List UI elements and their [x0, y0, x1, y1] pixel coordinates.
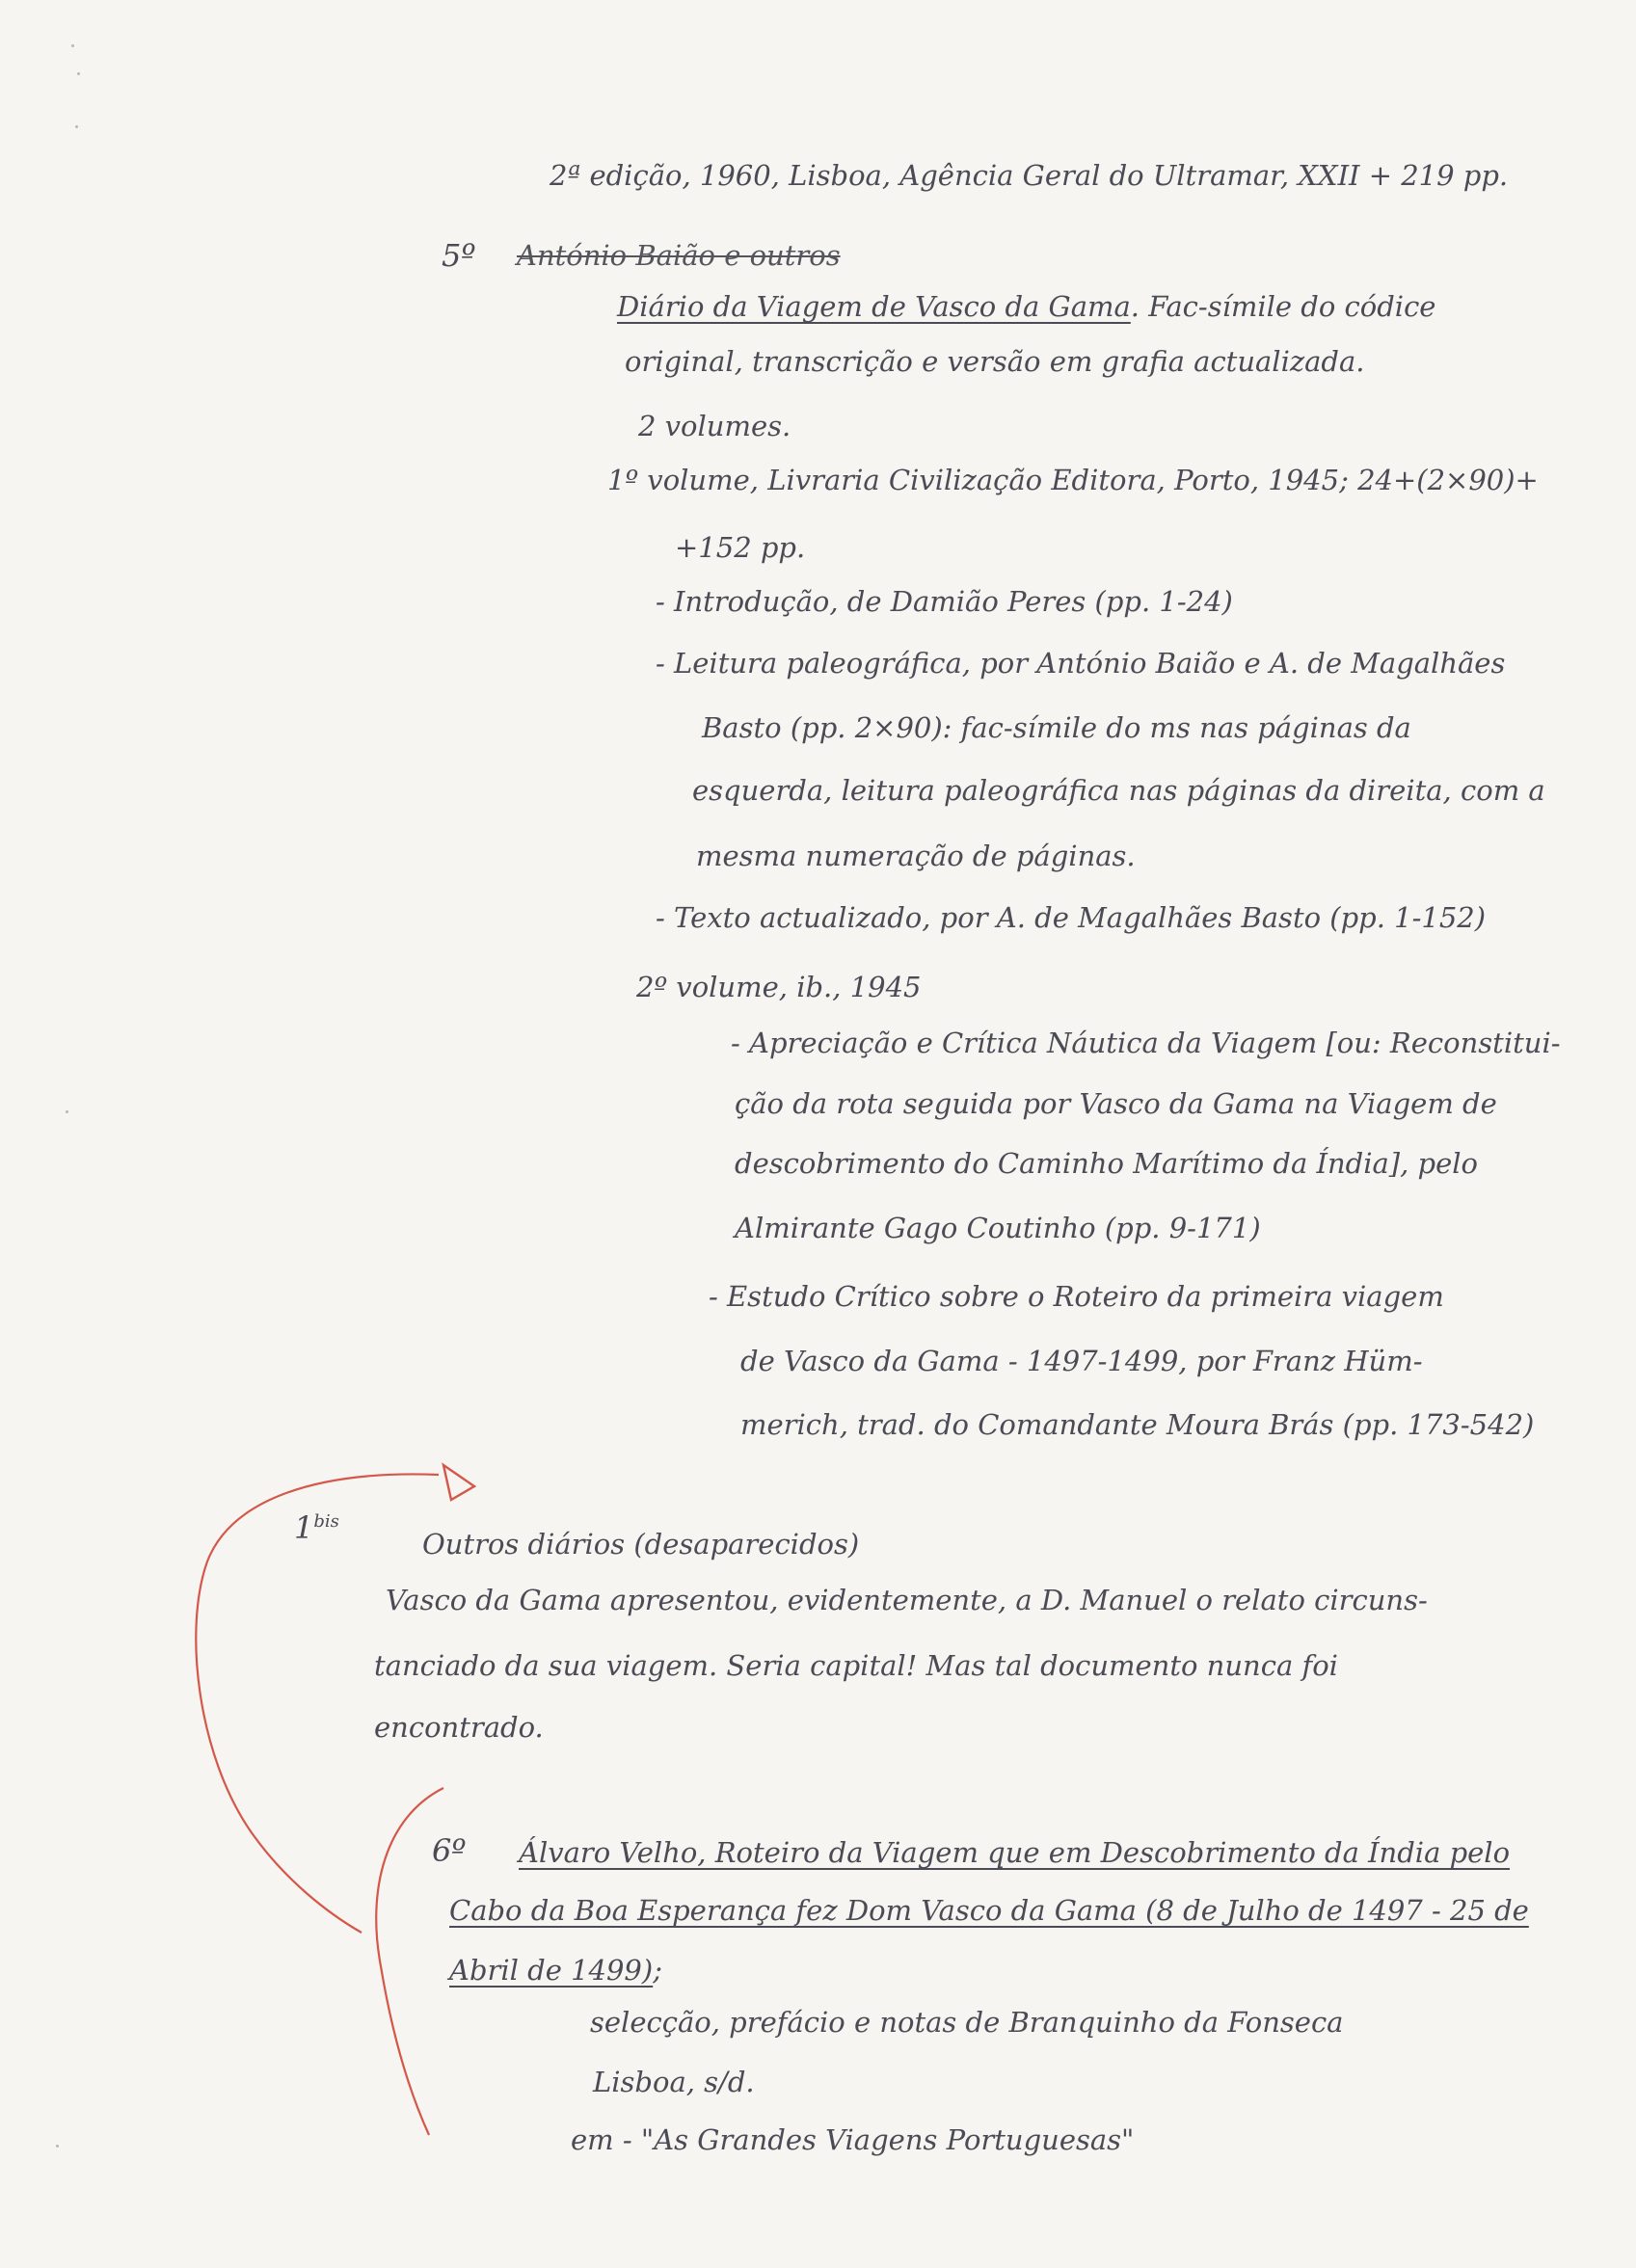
text-line: descobrimento do Caminho Marítimo da Índia], pelo — [735, 1147, 1478, 1180]
text-line: merich, trad. do Comandante Moura Brás (pp. 173-542) — [740, 1408, 1535, 1441]
text-line: tanciado da sua viagem. Seria capital! Mas tal documento nunca foi — [374, 1649, 1338, 1682]
text-line: ção da rota seguida por Vasco da Gama na Viagem de — [735, 1087, 1497, 1120]
text-line: - Estudo Crítico sobre o Roteiro da primeira viagem — [709, 1280, 1444, 1313]
paper-speck — [75, 125, 78, 128]
text-line: de Vasco da Gama - 1497-1499, por Franz Hüm- — [740, 1345, 1423, 1377]
text-line: em - "As Grandes Viagens Portuguesas" — [571, 2123, 1135, 2156]
text-line: Basto (pp. 2×90): fac-símile do ms nas páginas da — [702, 711, 1411, 744]
work-title: Diário da Viagem de Vasco da Gama — [617, 290, 1131, 323]
entry-number: 5º — [442, 237, 476, 274]
struck-author: António Baião e outros — [517, 239, 841, 272]
entry-number: $1^{bis}$ — [294, 1509, 339, 1546]
entry-number: 6º — [432, 1832, 467, 1869]
paper-speck — [71, 44, 74, 47]
title-line: Diário da Viagem de Vasco da Gama. Fac-símile do códice — [617, 290, 1436, 323]
paper-speck — [56, 2145, 59, 2148]
text-line: mesma numeração de páginas. — [696, 840, 1136, 872]
text-line: 2 volumes. — [638, 410, 791, 442]
text-line: selecção, prefácio e notas de Branquinho da Fonseca — [590, 2006, 1344, 2039]
text-line: +152 pp. — [675, 531, 806, 564]
text-line: 2º volume, ib., 1945 — [636, 971, 922, 1003]
red-arrowhead-icon — [443, 1465, 474, 1500]
paper-speck — [66, 1110, 68, 1113]
text-line: Almirante Gago Coutinho (pp. 9-171) — [735, 1212, 1261, 1244]
text-line: 2ª edição, 1960, Lisboa, Agência Geral do Ultramar, XXII + 219 pp. — [550, 159, 1509, 192]
title-line: Cabo da Boa Esperança fez Dom Vasco da Gama (8 de Julho de 1497 - 25 de — [449, 1894, 1529, 1927]
text-line: encontrado. — [374, 1711, 544, 1744]
text-line: - Leitura paleográfica, por António Baião e A. de Magalhães — [656, 647, 1506, 680]
text-line: esquerda, leitura paleográfica nas páginas da direita, com a — [692, 774, 1545, 807]
text-line: Vasco da Gama apresentou, evidentemente, a D. Manuel o relato circuns- — [386, 1584, 1428, 1616]
text-line: - Apreciação e Crítica Náutica da Viagem [ou: Reconstitui- — [731, 1027, 1561, 1059]
text-line: - Introdução, de Damião Peres (pp. 1-24) — [656, 585, 1233, 618]
title-line: Álvaro Velho, Roteiro da Viagem que em Descobrimento da Índia pelo — [519, 1836, 1511, 1869]
text-line: Lisboa, s/d. — [593, 2066, 755, 2098]
title-line: Abril de 1499); — [449, 1954, 662, 1987]
section-heading: Outros diários (desaparecidos) — [422, 1528, 860, 1561]
text-line: 1º volume, Livraria Civilização Editora, Porto, 1945; 24+(2×90)+ — [607, 464, 1539, 496]
text-line: original, transcrição e versão em grafia actualizada. — [625, 345, 1365, 378]
text-line: - Texto actualizado, por A. de Magalhães Basto (pp. 1-152) — [656, 901, 1487, 934]
paper-speck — [77, 72, 80, 75]
